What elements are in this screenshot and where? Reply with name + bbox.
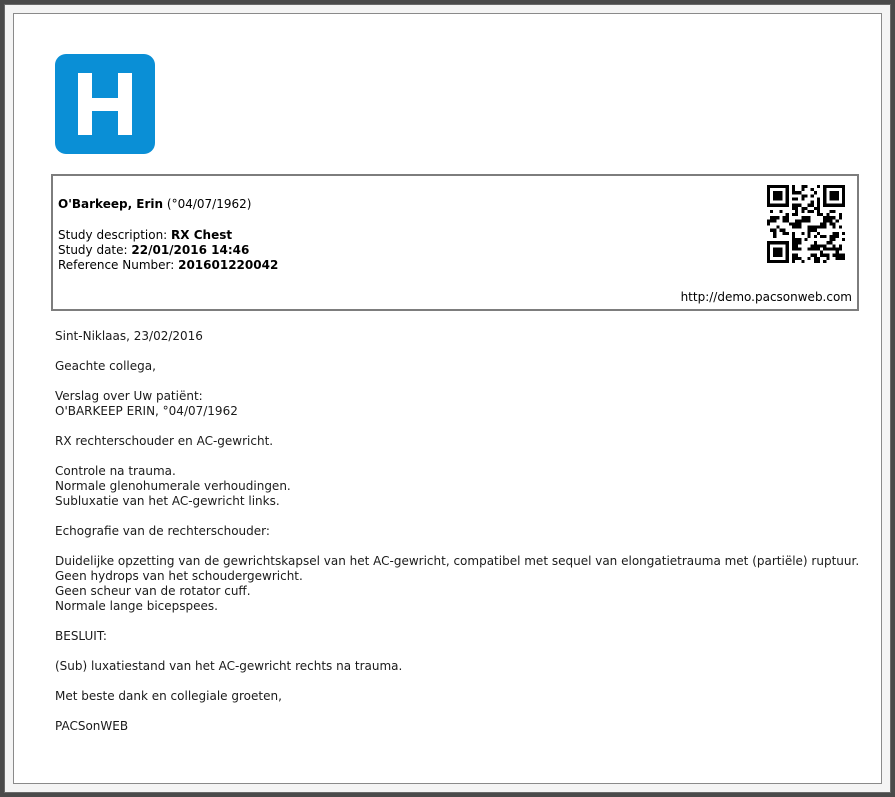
reference-number-row	[58, 258, 278, 273]
hospital-logo	[55, 54, 155, 154]
report-line: Geachte collega,	[55, 359, 156, 373]
report-line: Geen scheur van de rotator cuff.	[55, 584, 251, 598]
report-line: Verslag over Uw patiënt:	[55, 389, 203, 403]
report-line: Duidelijke opzetting van de gewrichtskapsel van het AC-gewricht, compatibel met sequel van elongatietrauma met (partiële) ruptuur.	[55, 554, 860, 568]
report-line: Normale glenohumerale verhoudingen.	[55, 479, 291, 493]
study-description-label: Study description:	[58, 228, 172, 242]
report-page	[13, 13, 882, 784]
report-line	[55, 449, 855, 464]
report-line: Controle na trauma.	[55, 464, 176, 478]
report-line	[55, 674, 855, 689]
report-line	[55, 374, 855, 389]
report-line: Normale lange bicepspees.	[55, 599, 218, 613]
report-line: PACSonWEB	[55, 719, 129, 733]
study-description-value: RX Chest	[171, 228, 233, 242]
patient-birth: (°04/07/1962)	[166, 197, 252, 211]
reference-number-value: 201601220042	[178, 258, 279, 272]
report-line: Met beste dank en collegiale groeten,	[55, 689, 282, 703]
study-date-label: Study date:	[58, 243, 132, 257]
study-date-value: 22/01/2016 14:46	[131, 243, 250, 257]
report-line: (Sub) luxatiestand van het AC-gewricht rechts na trauma.	[55, 659, 403, 673]
report-line	[55, 344, 855, 359]
report-line: Geen hydrops van het schoudergewricht.	[55, 569, 303, 583]
patient-header	[51, 174, 859, 311]
report-line	[55, 539, 855, 554]
report-line: RX rechterschouder en AC-gewricht.	[55, 434, 274, 448]
report-line	[55, 419, 855, 434]
report-line	[55, 509, 855, 524]
report-body	[55, 329, 860, 734]
reference-number-label: Reference Number:	[58, 258, 179, 272]
report-line: Sint-Niklaas, 23/02/2016	[55, 329, 203, 343]
qr-code-icon	[767, 185, 845, 263]
hospital-h-icon	[55, 54, 155, 154]
report-line: BESLUIT:	[55, 629, 107, 643]
viewer-frame	[4, 4, 891, 793]
report-line	[55, 704, 855, 719]
report-line: Echografie van de rechterschouder:	[55, 524, 270, 538]
report-line	[55, 614, 855, 629]
study-date-row	[58, 243, 278, 258]
study-description-row	[58, 228, 278, 243]
report-line: Subluxatie van het AC-gewricht links.	[55, 494, 280, 508]
report-line: O'BARKEEP ERIN, °04/07/1962	[55, 404, 238, 418]
patient-info	[58, 197, 251, 211]
report-line	[55, 644, 855, 659]
pacs-url: http://demo.pacsonweb.com	[680, 290, 852, 304]
study-info	[58, 228, 278, 273]
patient-name: O'Barkeep, Erin	[58, 197, 164, 211]
